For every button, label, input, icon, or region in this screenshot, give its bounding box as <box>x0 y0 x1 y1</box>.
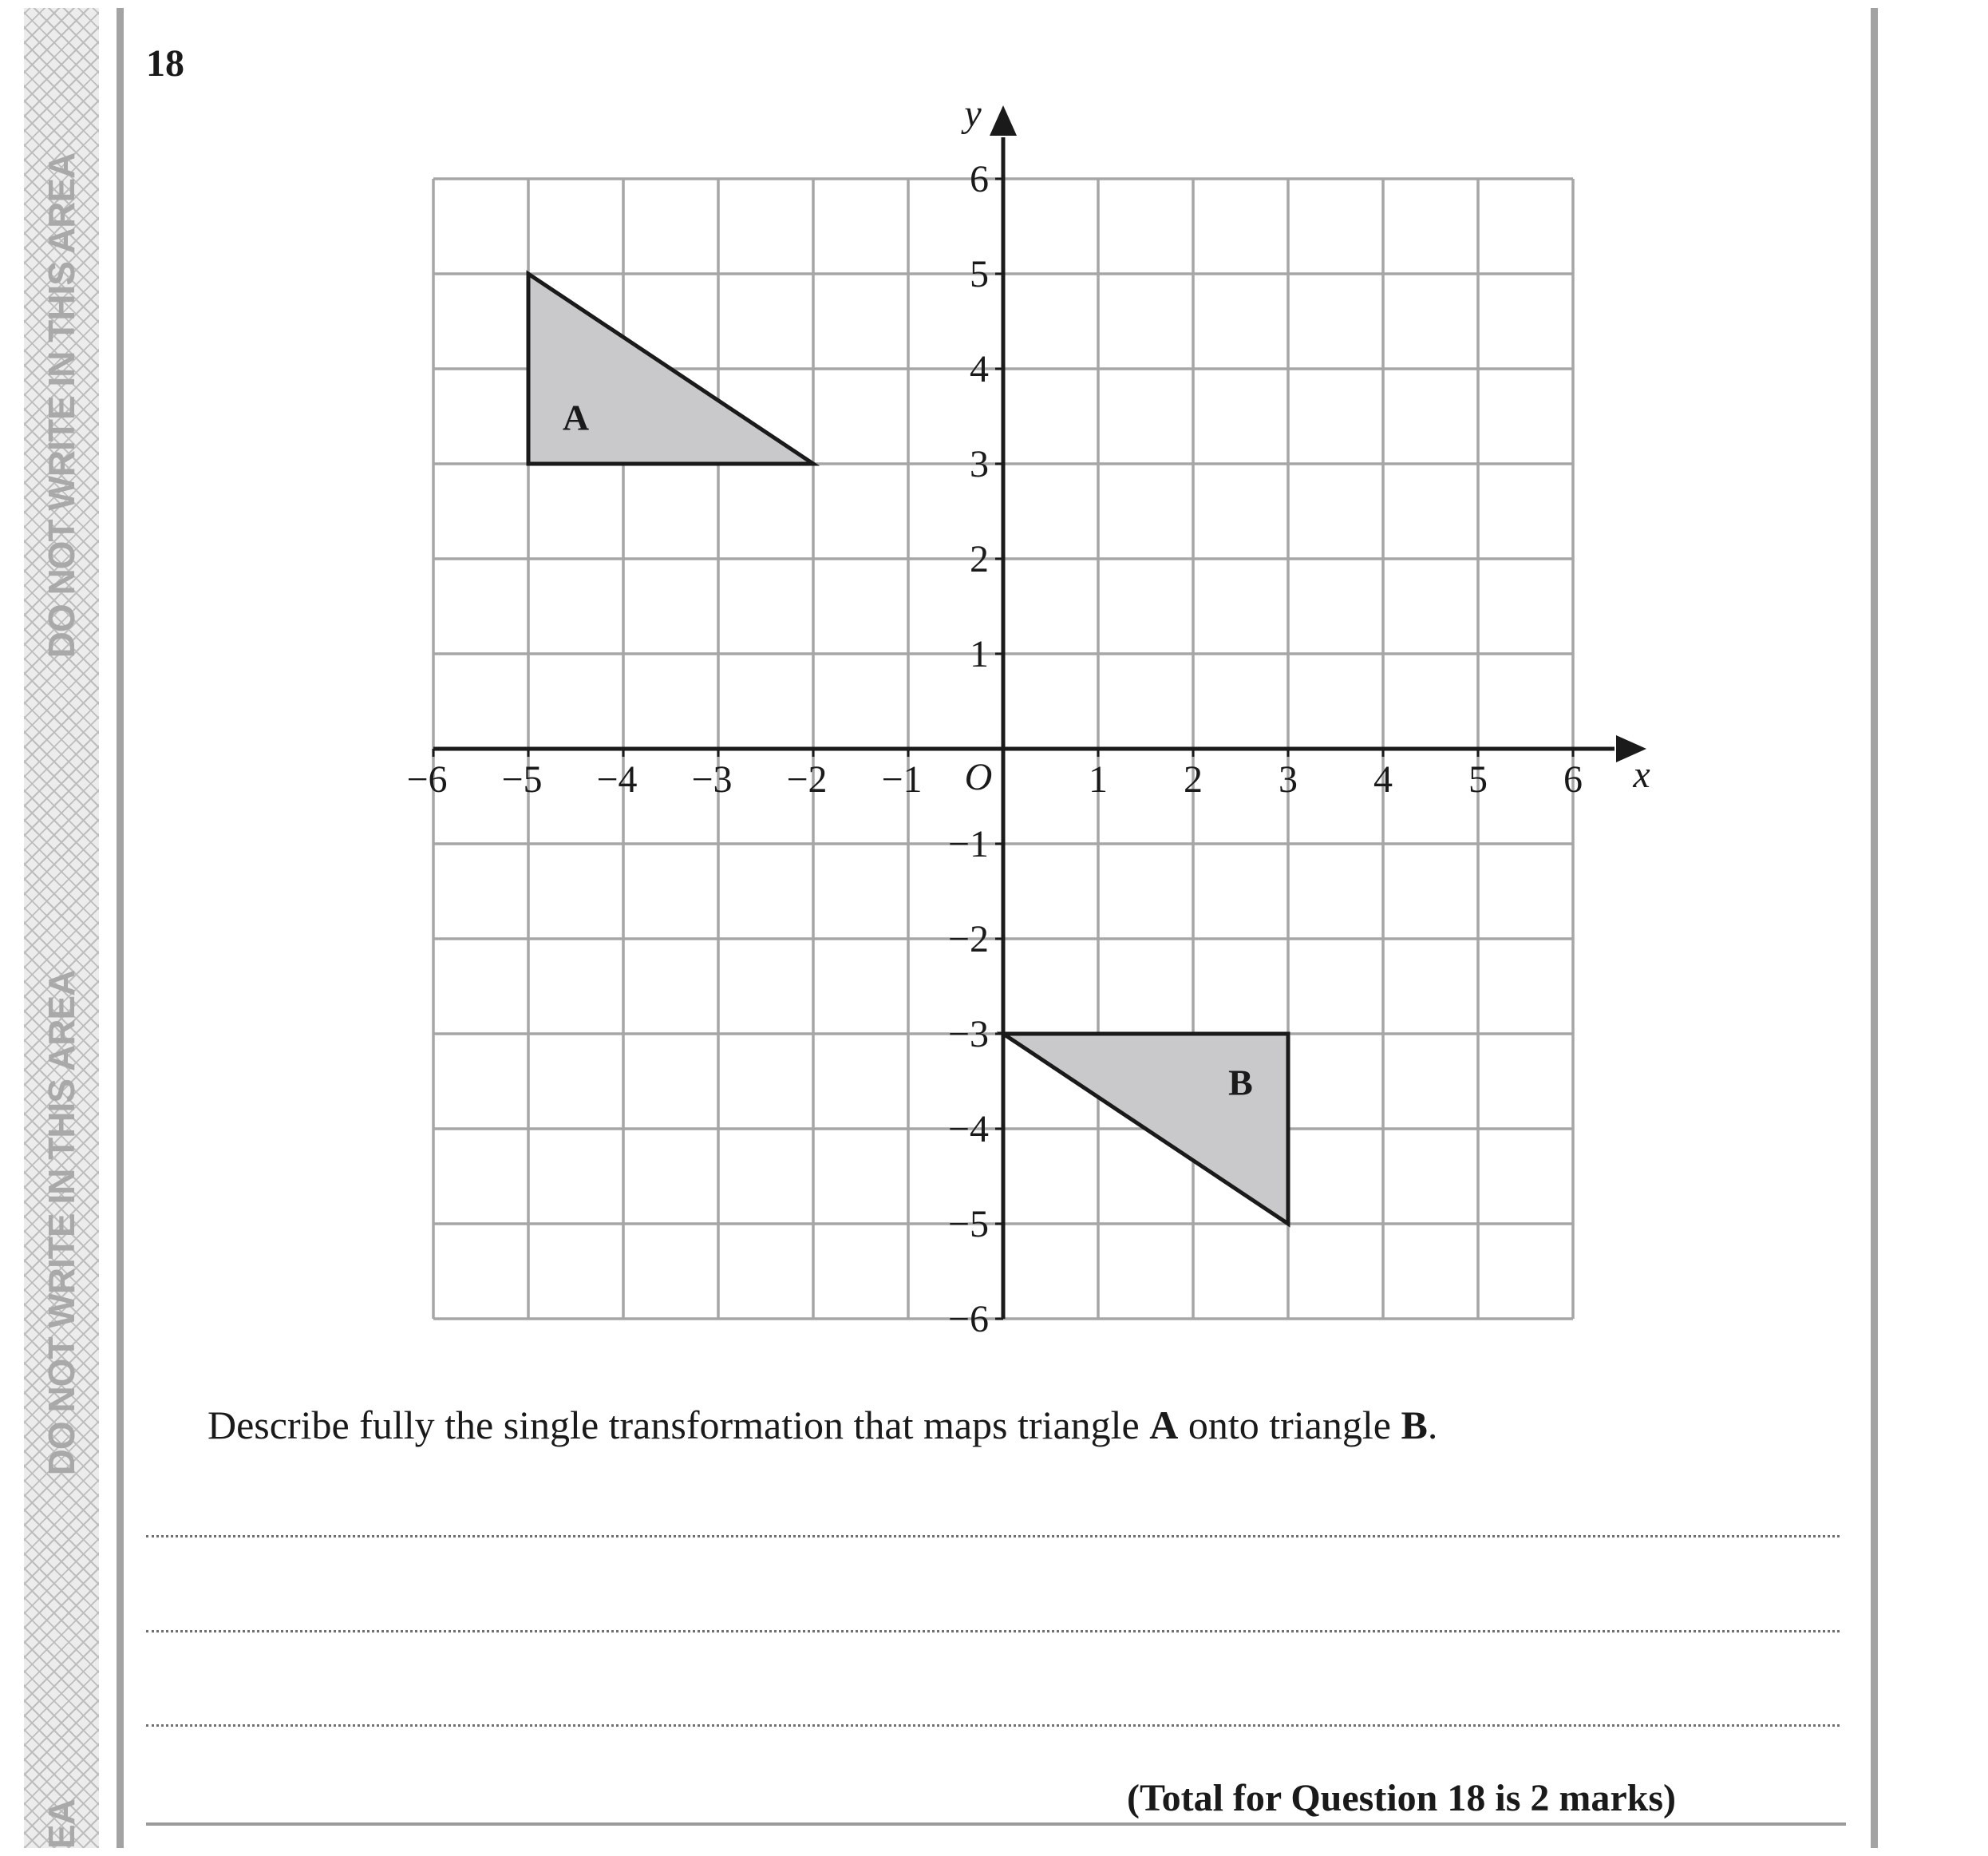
x-tick-label: −5 <box>501 758 543 801</box>
y-tick-label: −6 <box>947 1298 989 1340</box>
answer-line[interactable] <box>146 1724 1840 1727</box>
axes <box>433 105 1646 1319</box>
shape-label-b: B <box>1228 1062 1253 1103</box>
y-axis-label: y <box>964 93 982 135</box>
x-tick-label: 1 <box>1089 758 1108 801</box>
y-tick-label: 5 <box>970 253 989 295</box>
y-tick-label: −2 <box>947 918 989 960</box>
x-tick-label: 5 <box>1468 758 1488 801</box>
x-tick-label: −1 <box>881 758 923 801</box>
x-tick-label: 3 <box>1279 758 1298 801</box>
y-tick-label: 6 <box>970 158 989 200</box>
shape-a-ref: A <box>1149 1403 1179 1447</box>
question-text-part: . <box>1427 1403 1438 1447</box>
x-tick-label: 6 <box>1563 758 1583 801</box>
x-tick-label: −2 <box>786 758 828 801</box>
y-tick-label: 2 <box>970 538 989 580</box>
margin-warning-text: EA <box>41 1799 82 1849</box>
question-text-part: Describe fully the single transformation that maps triangle <box>207 1403 1150 1447</box>
question-text <box>207 1402 1437 1448</box>
y-tick-label: 1 <box>970 633 989 675</box>
question-number: 18 <box>146 42 184 85</box>
x-tick-label: −4 <box>596 758 638 801</box>
shape-label-a: A <box>562 397 590 438</box>
y-tick-label: −4 <box>947 1108 989 1150</box>
y-tick-label: 4 <box>970 348 989 390</box>
margin-warning-text: DO NOT WRITE IN THIS AREA <box>41 970 82 1476</box>
total-marks: (Total for Question 18 is 2 marks) <box>1127 1777 1677 1819</box>
x-tick-label: 4 <box>1373 758 1393 801</box>
x-axis-label: x <box>1633 754 1650 796</box>
answer-line[interactable] <box>146 1630 1840 1632</box>
y-tick-label: 3 <box>970 443 989 485</box>
y-tick-label: −5 <box>947 1203 989 1245</box>
bottom-rule <box>146 1822 1846 1826</box>
x-tick-label: 2 <box>1184 758 1203 801</box>
margin-warning-text: DO NOT WRITE IN THIS AREA <box>41 152 82 659</box>
x-tick-label: −3 <box>691 758 733 801</box>
y-tick-label: −3 <box>947 1013 989 1055</box>
origin-label: O <box>964 756 993 798</box>
y-axis-arrow <box>990 105 1017 136</box>
question-text-part: onto triangle <box>1178 1403 1401 1447</box>
tick-labels <box>406 93 1650 1340</box>
answer-line[interactable] <box>146 1535 1840 1537</box>
shape-b-ref: B <box>1401 1403 1428 1447</box>
y-tick-label: −1 <box>947 823 989 865</box>
x-tick-label: −6 <box>406 758 448 801</box>
